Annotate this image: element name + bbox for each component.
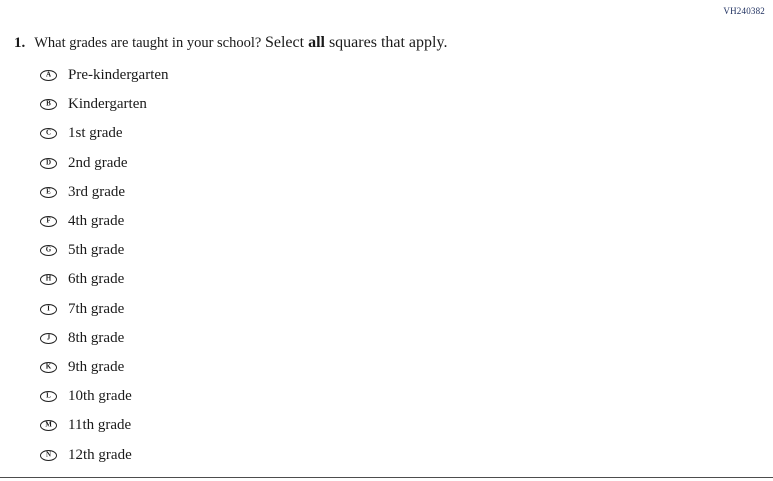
instruction-prefix: Select <box>264 34 309 51</box>
option-row[interactable] <box>40 324 169 353</box>
instruction-bold-word: all <box>308 34 325 51</box>
option-label: 12th grade <box>68 446 132 463</box>
answer-oval-icon[interactable] <box>40 450 57 461</box>
option-row[interactable] <box>40 382 169 411</box>
option-row[interactable] <box>40 90 169 119</box>
answer-oval-icon[interactable] <box>40 216 57 227</box>
question-text: What grades are taught in your school? <box>34 35 262 51</box>
option-label: 11th grade <box>68 417 132 434</box>
option-letter: E <box>46 187 51 196</box>
option-row[interactable] <box>40 265 169 294</box>
option-letter: N <box>45 450 52 459</box>
option-letter: G <box>45 245 52 254</box>
answer-oval-icon[interactable] <box>40 420 57 431</box>
option-label: 4th grade <box>68 213 125 230</box>
answer-oval-icon[interactable] <box>40 70 57 81</box>
option-letter: D <box>45 158 52 167</box>
option-letter: J <box>46 333 51 342</box>
option-letter: F <box>46 216 51 225</box>
option-row[interactable] <box>40 440 169 469</box>
answer-oval-icon[interactable] <box>40 158 57 169</box>
answer-oval-icon[interactable] <box>40 304 57 315</box>
option-label: 2nd grade <box>68 154 128 171</box>
option-row[interactable] <box>40 353 169 382</box>
option-label: 10th grade <box>68 388 132 405</box>
option-row[interactable] <box>40 295 169 324</box>
option-label: 3rd grade <box>68 183 126 200</box>
answer-oval-icon[interactable] <box>40 245 57 256</box>
option-letter: K <box>45 362 52 371</box>
answer-oval-icon[interactable] <box>40 333 57 344</box>
answer-oval-icon[interactable] <box>40 274 57 285</box>
answer-oval-icon[interactable] <box>40 362 57 373</box>
option-letter: I <box>47 304 50 313</box>
form-code: VH240382 <box>723 6 765 16</box>
option-label: 7th grade <box>68 300 125 317</box>
option-label: Pre-kindergarten <box>68 67 169 84</box>
option-label: 6th grade <box>68 271 125 288</box>
option-letter: M <box>45 420 52 429</box>
option-label: 9th grade <box>68 358 125 375</box>
question-line <box>14 33 447 53</box>
option-row[interactable] <box>40 119 169 148</box>
option-label: Kindergarten <box>68 96 147 113</box>
answer-oval-icon[interactable] <box>40 128 57 139</box>
instruction-suffix: squares that apply. <box>324 34 448 51</box>
option-label: 8th grade <box>68 329 125 346</box>
option-letter: B <box>46 99 51 108</box>
option-row[interactable] <box>40 178 169 207</box>
question-number: 1. <box>14 35 26 51</box>
answer-oval-icon[interactable] <box>40 99 57 110</box>
option-row[interactable] <box>40 61 169 90</box>
option-letter: A <box>45 70 52 79</box>
option-letter: H <box>45 274 52 283</box>
option-label: 1st grade <box>68 125 123 142</box>
question-instruction <box>265 34 447 51</box>
option-row[interactable] <box>40 149 169 178</box>
option-label: 5th grade <box>68 242 125 259</box>
answer-options-list <box>40 61 169 470</box>
option-row[interactable] <box>40 207 169 236</box>
option-letter: L <box>46 391 51 400</box>
option-row[interactable] <box>40 236 169 265</box>
option-row[interactable] <box>40 411 169 440</box>
answer-oval-icon[interactable] <box>40 187 57 198</box>
answer-oval-icon[interactable] <box>40 391 57 402</box>
page-divider <box>0 477 773 478</box>
option-letter: C <box>45 128 52 137</box>
